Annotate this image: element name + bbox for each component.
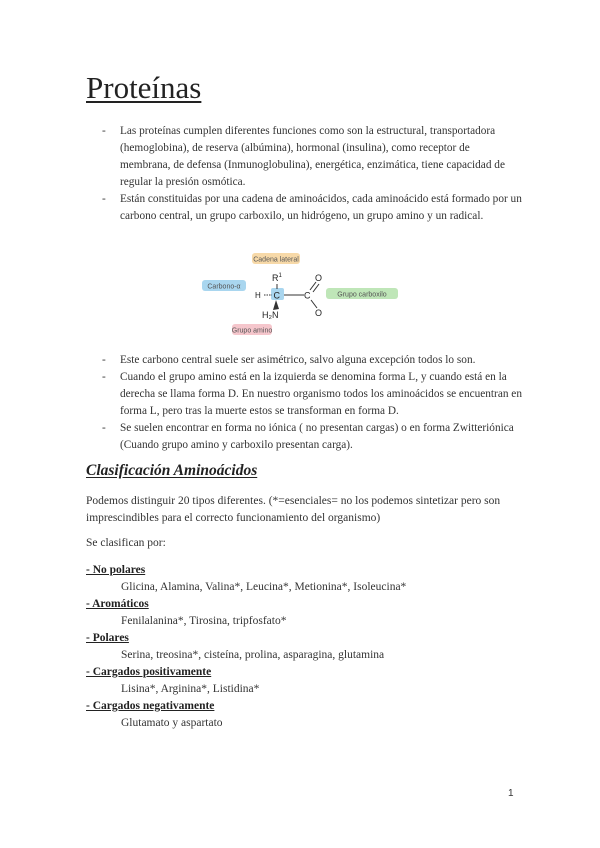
- bond-c-o-bottom: [311, 300, 317, 308]
- page-number: 1: [508, 788, 514, 799]
- bullet-list-top: [102, 123, 522, 225]
- list-item: - Las proteínas cumplen diferentes funciones como son la estructural, transportadora (hemoglobina), de reserva (albúmina), hormonal (insulina), como receptor de membrana, de defensa (Inmunoglobulina), energética, enzimática, tiene capacidad de regular la presión osmótica.: [102, 123, 522, 191]
- group-heading: - Cargados positivamente: [86, 666, 212, 678]
- group-items: Glutamato y aspartato: [121, 717, 223, 729]
- side-chain-label: Cadena lateral: [253, 256, 299, 264]
- group-items: Glicina, Alamina, Valina*, Leucina*, Metionina*, Isoleucina*: [121, 581, 407, 593]
- atom-c: C: [304, 290, 311, 301]
- group-items: Fenilalanina*, Tirosina, tripfosfato*: [121, 615, 287, 627]
- group-items: Lisina*, Arginina*, Listidina*: [121, 683, 260, 695]
- list-item: - Se suelen encontrar en forma no iónica ( no presentan cargas) o en forma Zwitteriónica (Cuando grupo amino y carboxilo presentan carga).: [102, 420, 522, 454]
- classification-groups: [86, 562, 526, 732]
- group-heading: - Aromáticos: [86, 598, 149, 610]
- bullet-list-bottom: [102, 352, 522, 454]
- atom-c-alpha: C: [273, 290, 280, 301]
- list-item: - Están constituidas por una cadena de aminoácidos, cada aminoácido está formado por un carbono central, un grupo carboxilo, un hidrógeno, un grupo amino y un radical.: [102, 191, 522, 225]
- section-title: Clasificación Aminoácidos: [86, 462, 258, 479]
- amino-acid-structure-diagram: [200, 252, 400, 342]
- list-item: - Cuando el grupo amino está en la izquierda se denomina forma L, y cuando está en la derecha se llama forma D. En nuestro organismo todos los aminoácidos se encuentran en forma L, pero tras la muerte estos se transforman en forma D.: [102, 369, 522, 420]
- amino-label: Grupo amino: [231, 327, 273, 335]
- intro-paragraph: Podemos distinguir 20 tipos diferentes. (*=esenciales= no los podemos sintetizar pero son imprescindibles para el correcto funcionamiento del organismo): [86, 495, 501, 524]
- group-heading: - Cargados negativamente: [86, 700, 215, 712]
- page-title: Proteínas: [86, 70, 202, 105]
- atom-nh2: H₂N: [262, 310, 279, 320]
- group-items: Serina, treosina*, cisteína, prolina, asparagina, glutamina: [121, 649, 385, 661]
- classify-label: Se clasifican por:: [86, 537, 166, 549]
- list-item: - Este carbono central suele ser asimétrico, salvo alguna excepción todos lo son.: [102, 352, 522, 369]
- carbon-label: Carbono-α: [207, 283, 241, 291]
- atom-o-bottom: O: [315, 308, 323, 318]
- carboxyl-label: Grupo carboxilo: [337, 291, 387, 299]
- atom-o-top: O: [315, 273, 323, 283]
- atom-h: H: [255, 291, 261, 300]
- group-heading: - No polares: [86, 564, 146, 576]
- atom-r: $R^1$: [272, 273, 282, 283]
- group-heading: - Polares: [86, 632, 129, 644]
- bond-nh2-wedge: [273, 300, 279, 310]
